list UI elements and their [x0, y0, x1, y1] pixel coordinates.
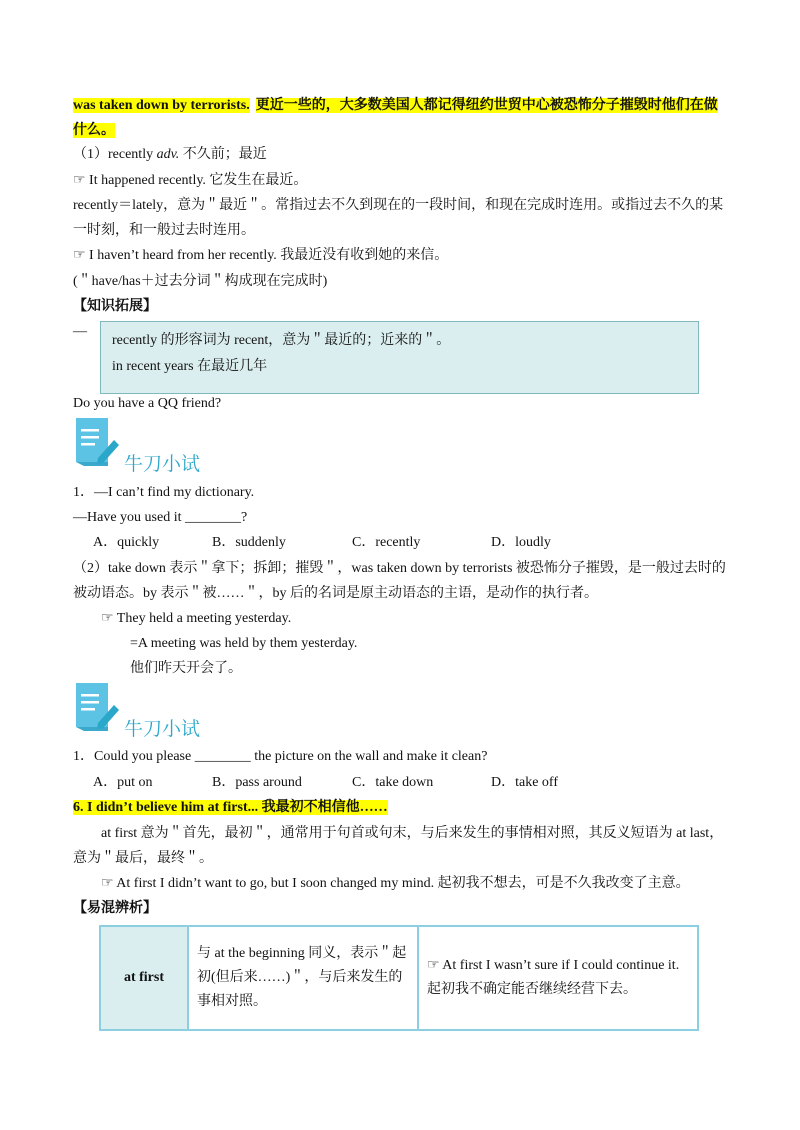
- section-title-practice: 牛刀小试: [124, 453, 201, 475]
- table-description: [188, 926, 418, 1030]
- note-pencil-icon: [76, 418, 120, 466]
- quiz1-option-b: B．suddenly: [212, 535, 286, 550]
- point-6-heading: [73, 798, 388, 818]
- def-term: （1）recently: [73, 147, 157, 162]
- example-line: ☞ I haven’t heard from her recently. 我最近没有收到她的来信。: [73, 248, 449, 263]
- desc-line-1: 与 at the beginning 同义，表示＂起: [197, 946, 407, 961]
- example-line: ☞ They held a meeting yesterday.: [101, 611, 292, 626]
- atfirst-explanation-2: 意为＂最后，最终＂。: [73, 851, 213, 866]
- def-pos: adv.: [156, 147, 180, 162]
- example-line: ☞ It happened recently. 它发生在最近。: [73, 173, 308, 188]
- table-row: [100, 926, 698, 1030]
- point-6-highlight: 6. I didn’t believe him at first... 我最初不相信他……: [73, 800, 388, 815]
- quiz2-question: 1．Could you please ________ the picture on the wall and make it clean?: [73, 749, 488, 764]
- comparison-table: [99, 925, 699, 1031]
- example-line: =A meeting was held by them yesterday.: [130, 636, 358, 651]
- section-title-practice: 牛刀小试: [124, 718, 201, 740]
- quiz2-option-a: A．put on: [93, 775, 153, 790]
- highlight-chinese: 更近一些的，大多数美国人都记得纽约世贸中心被恐怖分子摧毁时他们在做: [255, 98, 718, 113]
- desc-line-3: 事相对照。: [197, 994, 267, 1009]
- table-example-zh: 起初我不确定能否继续经营下去。: [427, 982, 637, 997]
- highlight-end: 什么。: [73, 123, 115, 138]
- takedown-explanation-2: 被动语态。by 表示＂被……＂，by 后的名词是原主动语态的主语，是动作的执行者。: [73, 586, 598, 601]
- quiz2-option-b: B．pass around: [212, 775, 302, 790]
- quiz2-option-d: D．take off: [491, 775, 558, 790]
- quiz1-option-c: C．recently: [352, 535, 421, 550]
- section-label-knowledge: 【知识拓展】: [73, 299, 157, 314]
- example-line: ☞ At first I didn’t want to go, but I soon changed my mind. 起初我不想去，可是不久我改变了主意。: [101, 876, 690, 891]
- note-pencil-icon: [76, 683, 120, 731]
- explanation-line-1: recently＝lately，意为＂最近＂。常指过去不久到现在的一段时间，和现在完成时连用。或指过去不久的某: [73, 198, 724, 213]
- box-line-2: in recent years 在最近几年: [112, 359, 268, 374]
- def-meaning: 不久前；最近: [179, 147, 267, 162]
- example-translation: 他们昨天开会了。: [130, 661, 242, 676]
- knowledge-box: [100, 321, 699, 394]
- quiz1-option-a: A．quickly: [93, 535, 160, 550]
- atfirst-explanation-1: at first 意为＂首先，最初＂，通常用于句首或句末，与后来发生的事情相对照，其反义短语为 at last，: [101, 826, 724, 841]
- explanation-line-2: 一时刻，和一般过去时连用。: [73, 223, 255, 238]
- section-label-confusables: 【易混辨析】: [73, 901, 157, 916]
- takedown-explanation-1: （2）take down 表示＂拿下；拆卸；摧毁＂，was taken down by terrorists 被恐怖分子摧毁，是一般过去时的: [73, 561, 726, 576]
- quiz1-question: 1．—I can’t find my dictionary.: [73, 485, 255, 500]
- desc-line-2: 初(但后来……)＂，与后来发生的: [197, 970, 403, 985]
- dash-mark: —: [73, 324, 87, 339]
- recently-definition: [73, 145, 267, 165]
- heading-line-1: [73, 96, 718, 116]
- quiz2-option-c: C．take down: [352, 775, 434, 790]
- question-line: Do you have a QQ friend?: [73, 396, 222, 411]
- heading-line-2: [73, 121, 115, 141]
- quiz1-option-d: D．loudly: [491, 535, 551, 550]
- quiz1-question-2: —Have you used it ________?: [73, 510, 248, 525]
- table-term: at first: [100, 926, 188, 1030]
- box-line-1: recently 的形容词为 recent，意为＂最近的；近来的＂。: [112, 333, 451, 348]
- note-line: (＂have/has＋过去分词＂构成现在完成时): [73, 274, 328, 289]
- table-example-en: ☞ At first I wasn’t sure if I could continue it.: [427, 958, 680, 973]
- highlight-english: was taken down by terrorists.: [73, 98, 250, 113]
- table-example: [418, 926, 698, 1030]
